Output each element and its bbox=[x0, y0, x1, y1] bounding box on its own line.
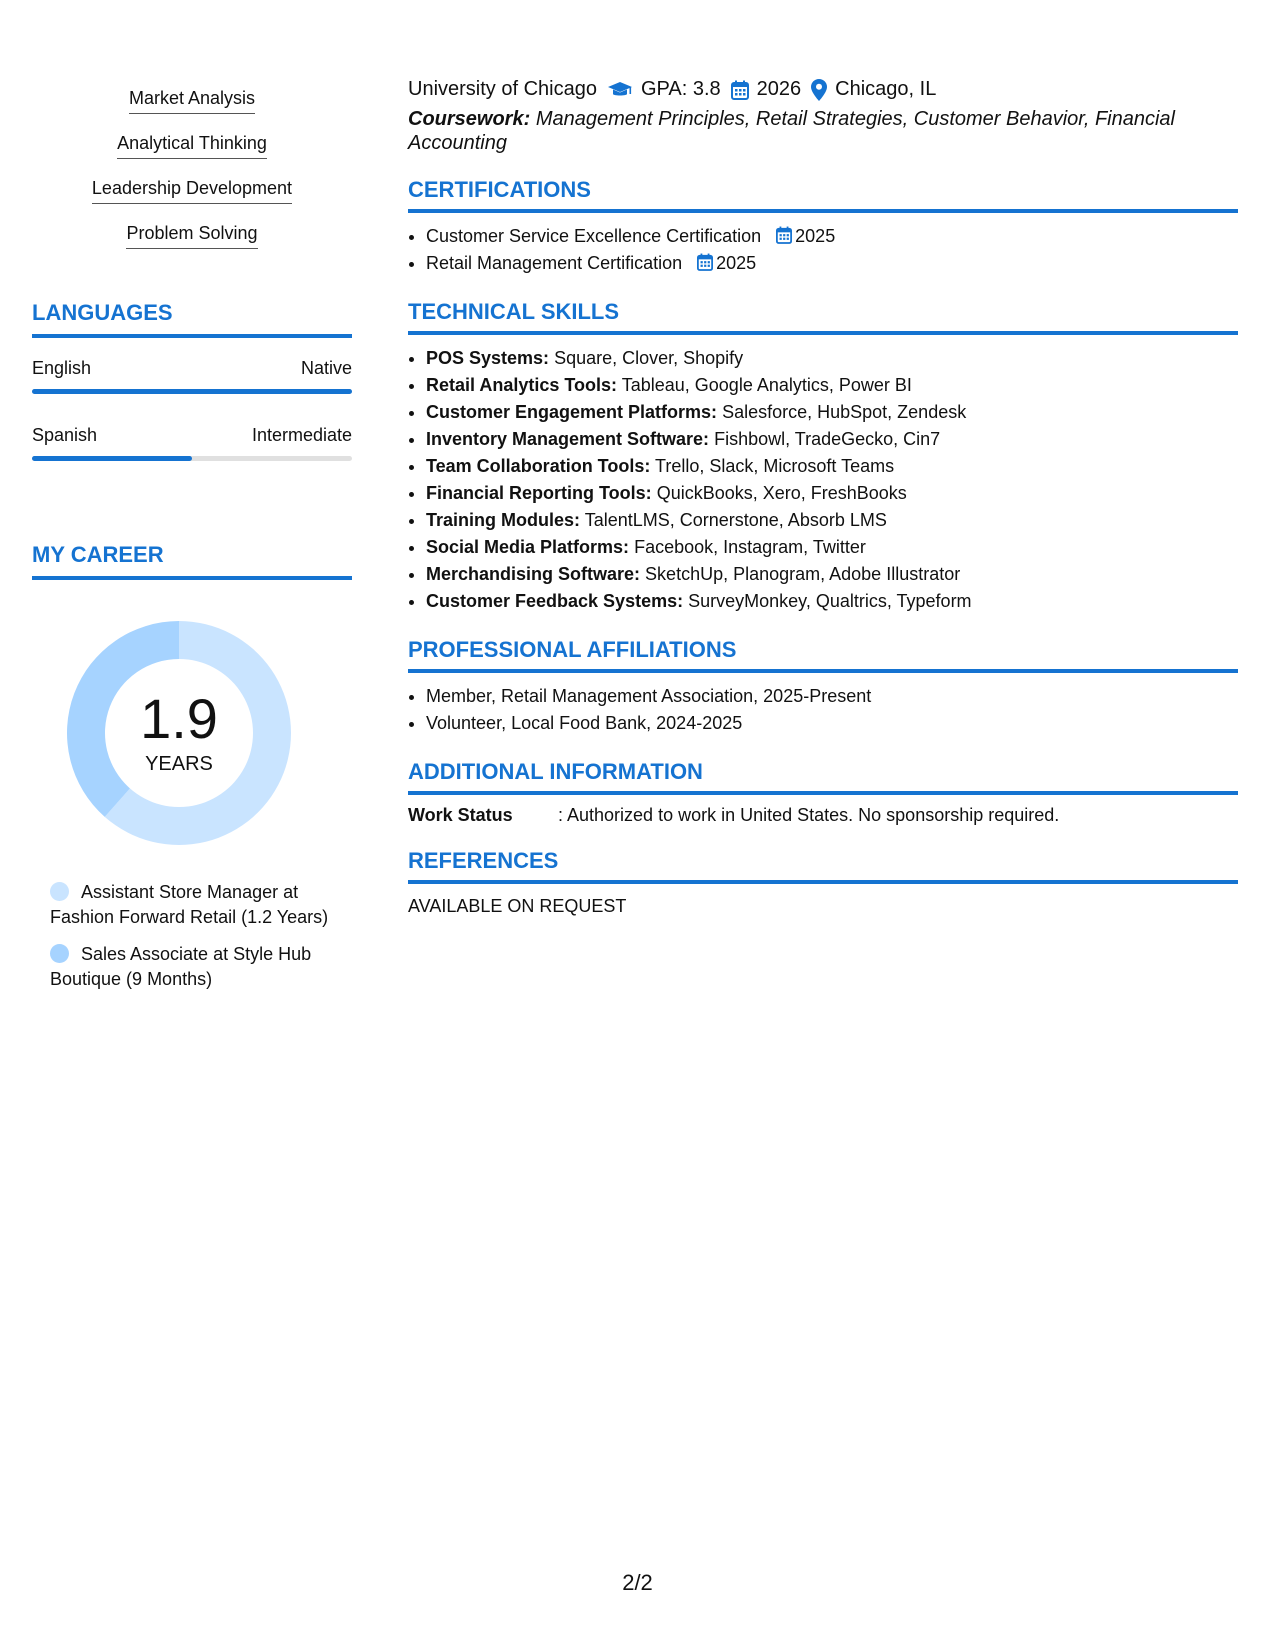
coursework-list: Management Principles, Retail Strategies, Customer Behavior, Financial Accounting bbox=[408, 108, 1176, 154]
skill-category: POS Systems: bbox=[426, 348, 550, 368]
skill-category: Financial Reporting Tools: bbox=[426, 483, 652, 503]
skill-item: Problem Solving bbox=[126, 223, 257, 249]
list-item bbox=[426, 345, 1238, 372]
skill-category: Customer Feedback Systems: bbox=[426, 591, 684, 611]
language-name: Spanish bbox=[32, 425, 98, 445]
list-item bbox=[426, 372, 1238, 399]
references-text: AVAILABLE ON REQUEST bbox=[408, 896, 627, 916]
career-donut-chart bbox=[66, 620, 292, 846]
language-level: Native bbox=[300, 358, 352, 378]
technical-skills-list bbox=[408, 345, 1238, 615]
affiliations-heading: PROFESSIONAL AFFILIATIONS bbox=[408, 637, 1238, 673]
skill-category: Social Media Platforms: bbox=[426, 537, 630, 557]
legend-label: Sales Associate at Style Hub Boutique (9 Months) bbox=[50, 944, 312, 989]
career-heading: MY CAREER bbox=[32, 542, 352, 580]
career-legend-item bbox=[50, 880, 340, 930]
coursework-label: Coursework: bbox=[408, 108, 531, 130]
legend-label: Assistant Store Manager at Fashion Forward Retail (1.2 Years) bbox=[50, 882, 329, 927]
graduation-year: 2026 bbox=[756, 78, 802, 100]
list-item: • Volunteer, Local Food Bank, 2024-2025 bbox=[426, 710, 1238, 737]
work-status-value: : Authorized to work in United States. No sponsorship required. bbox=[558, 805, 1060, 825]
language-spanish bbox=[32, 425, 352, 461]
certification-year: 2025 bbox=[716, 253, 757, 273]
career-unit: YEARS bbox=[145, 752, 213, 775]
additional-info-heading: ADDITIONAL INFORMATION bbox=[408, 759, 1238, 795]
legend-dot bbox=[50, 882, 69, 901]
career-total: 1.9 bbox=[140, 686, 218, 750]
skill-item: Leadership Development bbox=[92, 178, 292, 204]
list-item bbox=[426, 426, 1238, 453]
school-location: Chicago, IL bbox=[835, 78, 937, 100]
skill-tools: QuickBooks, Xero, FreshBooks bbox=[656, 483, 907, 503]
language-name: English bbox=[32, 358, 92, 378]
skill-item: Analytical Thinking bbox=[117, 133, 267, 159]
skill-tools: Tableau, Google Analytics, Power BI bbox=[621, 375, 912, 395]
page-number: 2/2 bbox=[622, 1570, 653, 1595]
certifications-heading: CERTIFICATIONS bbox=[408, 177, 1238, 213]
certification-name: Customer Service Excellence Certification bbox=[426, 226, 762, 246]
skill-tools: SketchUp, Planogram, Adobe Illustrator bbox=[645, 564, 961, 584]
work-status-label: Work Status bbox=[408, 805, 513, 825]
skill-tools: Trello, Slack, Microsoft Teams bbox=[655, 456, 895, 476]
gpa: GPA: 3.8 bbox=[640, 78, 721, 100]
list-item bbox=[426, 223, 1238, 250]
calendar-icon bbox=[697, 253, 713, 271]
certification-name: Retail Management Certification bbox=[426, 253, 683, 273]
list-item bbox=[426, 399, 1238, 426]
map-pin-icon bbox=[811, 79, 827, 101]
references-heading: REFERENCES bbox=[408, 848, 1238, 884]
certification-year: 2025 bbox=[795, 226, 836, 246]
career-legend bbox=[50, 880, 340, 1004]
work-status bbox=[408, 805, 1238, 826]
skill-category: Merchandising Software: bbox=[426, 564, 641, 584]
skill-category: Retail Analytics Tools: bbox=[426, 375, 618, 395]
language-bar-fill bbox=[32, 389, 352, 394]
graduation-cap-icon bbox=[607, 80, 633, 100]
language-english bbox=[32, 358, 352, 394]
language-level: Intermediate bbox=[251, 425, 352, 445]
legend-dot bbox=[50, 944, 69, 963]
language-bar bbox=[32, 389, 352, 394]
school-name: University of Chicago bbox=[408, 78, 597, 100]
calendar-icon bbox=[776, 226, 792, 244]
list-item bbox=[426, 534, 1238, 561]
list-item bbox=[426, 453, 1238, 480]
skill-tools: Facebook, Instagram, Twitter bbox=[634, 537, 866, 557]
certifications-list bbox=[408, 223, 1238, 277]
list-item bbox=[426, 480, 1238, 507]
skill-tools: TalentLMS, Cornerstone, Absorb LMS bbox=[584, 510, 887, 530]
list-item bbox=[426, 588, 1238, 615]
list-item bbox=[426, 250, 1238, 277]
skills-list bbox=[32, 80, 352, 260]
coursework bbox=[408, 107, 1238, 155]
skill-category: Customer Engagement Platforms: bbox=[426, 402, 718, 422]
skill-category: Training Modules: bbox=[426, 510, 581, 530]
skill-tools: SurveyMonkey, Qualtrics, Typeform bbox=[688, 591, 972, 611]
skill-category: Team Collaboration Tools: bbox=[426, 456, 651, 476]
main-content bbox=[408, 78, 1238, 917]
affiliations-list bbox=[408, 683, 1238, 737]
list-item bbox=[426, 507, 1238, 534]
sidebar bbox=[32, 80, 352, 989]
skill-item: Market Analysis bbox=[129, 88, 255, 114]
calendar-icon bbox=[731, 80, 749, 100]
education-line bbox=[408, 78, 1238, 101]
list-item bbox=[426, 561, 1238, 588]
technical-skills-heading: TECHNICAL SKILLS bbox=[408, 299, 1238, 335]
list-item: • Member, Retail Management Association, 2025-Present bbox=[426, 683, 1238, 710]
skill-tools: Fishbowl, TradeGecko, Cin7 bbox=[714, 429, 941, 449]
language-bar-fill bbox=[32, 456, 192, 461]
skill-category: Inventory Management Software: bbox=[426, 429, 710, 449]
career-legend-item bbox=[50, 942, 340, 992]
skill-tools: Salesforce, HubSpot, Zendesk bbox=[722, 402, 967, 422]
language-bar bbox=[32, 456, 352, 461]
languages-heading: LANGUAGES bbox=[32, 300, 352, 338]
skill-tools: Square, Clover, Shopify bbox=[554, 348, 744, 368]
